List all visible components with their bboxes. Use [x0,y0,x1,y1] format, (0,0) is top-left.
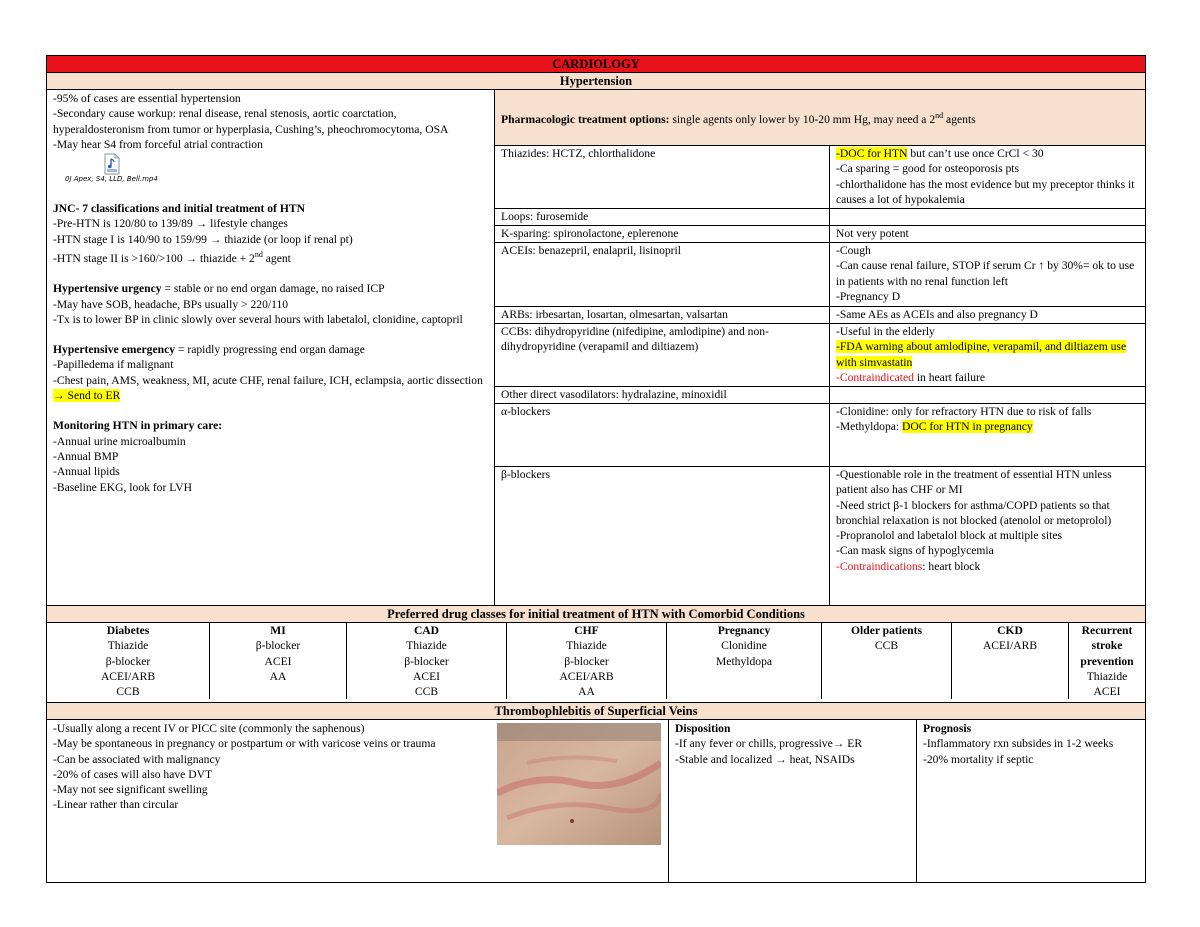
drug-notes: -Useful in the elderly -FDA warning about amlodipine, verapamil, and diltiazem use with simvastatin -Contraindicated in heart failure [836,325,1127,384]
intro-line: -May hear S4 from forceful atrial contraction [53,137,263,151]
emergency-definition: Hypertensive emergency = rapidly progressing end organ damage [53,343,365,357]
jnc-line: -HTN stage II is >160/>100 → thiazide + 2nd agent [53,250,291,265]
send-to-er-highlight: → Send to ER [53,389,121,403]
thrombophlebitis-photo-cell [495,720,669,882]
comorbid-table [47,623,1145,703]
thrombophlebitis-notes: -Usually along a recent IV or PICC site (commonly the saphenous) -May be spontaneous in pregnancy or postpartum or with varicose veins or trauma -Can be associated with malignancy -20% of cases will also have DVT -May not see significant swelling -Linear rather than circular [53,722,436,812]
drug-class: α-blockers [495,404,830,466]
drug-row-beta-blockers [495,467,1145,605]
monitoring-heading: Monitoring HTN in primary care: [53,419,223,433]
drug-row-ksparing [495,226,1145,243]
prognosis-cell: Prognosis -Inflammatory rxn subsides in 1-2 weeks -20% mortality if septic [923,722,1114,766]
cardiology-sheet [46,55,1146,883]
drug-class: ACEIs: benazepril, enalapril, lisinopril [495,243,830,306]
urgency-definition: Hypertensive urgency = stable or no end organ damage, no raised ICP [53,282,385,296]
drug-notes [830,387,1145,403]
drug-row-loops [495,209,1145,226]
page-title: CARDIOLOGY [47,56,1145,73]
drug-row-thiazides [495,146,1145,209]
drug-notes: -Cough -Can cause renal failure, STOP if serum Cr ↑ by 30%= ok to use in patients with no renal function left -Pregnancy D [836,244,1135,303]
urgency-line: -May have SOB, headache, BPs usually > 220/110 [53,297,289,311]
jnc-line: -HTN stage I is 140/90 to 159/99 → thiazide (or loop if renal pt) [53,232,353,246]
drug-class: Thiazides: HCTZ, chlorthalidone [495,146,830,208]
comorbid-column: Recurrent stroke prevention Thiazide ACEI [1080,624,1134,699]
drug-notes [830,209,1145,225]
drug-class: Loops: furosemide [495,209,830,225]
thrombophlebitis-section [47,720,1145,882]
comorbid-column: CKD ACEI/ARB [952,623,1069,699]
monitoring-line: -Annual BMP [53,449,119,463]
emergency-line: -Chest pain, AMS, weakness, MI, acute CHF, renal failure, ICH, eclampsia, aortic dissection [53,373,483,387]
hypertension-notes [47,90,495,605]
jnc-line: -Pre-HTN is 120/80 to 139/89 → lifestyle changes [53,217,288,231]
drug-row-aceis [495,243,1145,307]
drug-class: ARBs: irbesartan, losartan, olmesartan, valsartan [495,307,830,323]
pharmacologic-heading: Pharmacologic treatment options: single agents only lower by 10-20 mm Hg, may need a 2nd agents [495,90,1145,146]
drug-row-alpha-blockers [495,404,1145,467]
comorbid-column: CAD Thiazide β-blocker ACEI CCB [347,623,507,699]
comorbid-column: Pregnancy Clonidine Methyldopa [667,623,822,699]
monitoring-line: -Baseline EKG, look for LVH [53,480,192,494]
audio-file-icon [101,153,123,175]
drug-notes: -Clonidine: only for refractory HTN due to risk of falls -Methyldopa: DOC for HTN in pregnancy [836,405,1092,434]
drug-notes: Not very potent [836,227,909,240]
drug-notes: -DOC for HTN but can’t use once CrCl < 30 -Ca sparing = good for osteoporosis pts -chlorthalidone has the most evidence but my preceptor thinks it causes a lot of hypokalemia [836,147,1135,206]
attachment-label[interactable]: 0J Apex, S4, LLD, Bell.mp4 [65,175,158,184]
drug-class: K-sparing: spironolactone, eplerenone [495,226,830,242]
comorbid-column: Diabetes Thiazide β-blocker ACEI/ARB CCB [47,623,210,699]
hypertension-heading: Hypertension [47,73,1145,90]
drug-row-arbs [495,307,1145,324]
audio-attachment[interactable] [65,153,488,184]
thrombophlebitis-photo [497,723,661,845]
comorbid-heading: Preferred drug classes for initial treatment of HTN with Comorbid Conditions [47,606,1145,623]
drug-notes: -Questionable role in the treatment of essential HTN unless patient also has CHF or MI -Need strict β-1 blockers for asthma/COPD patients so that bronchial relaxation is not blocked (atenolol or metoprolol) -Propranolol and labetalol block at multiple sites -Can mask signs of hypoglycemia -Contraindications: heart block [836,468,1112,573]
pharmacologic-table [495,90,1145,605]
drug-class: β-blockers [495,467,830,605]
emergency-line: -Papilledema if malignant [53,358,174,372]
urgency-line: -Tx is to lower BP in clinic slowly over several hours with labetalol, clonidine, captopril [53,312,463,326]
monitoring-line: -Annual lipids [53,465,120,479]
drug-notes: -Same AEs as ACEIs and also pregnancy D [836,308,1038,321]
comorbid-column: CHF Thiazide β-blocker ACEI/ARB AA [507,623,667,699]
drug-row-ccbs [495,324,1145,387]
disposition-cell: Disposition -If any fever or chills, progressive→ ER -Stable and localized → heat, NSAIDs [669,720,917,882]
drug-class: Other direct vasodilators: hydralazine, minoxidil [495,387,830,403]
jnc-heading: JNC- 7 classifications and initial treatment of HTN [53,202,305,216]
hypertension-section [47,90,1145,606]
drug-row-vasodilators [495,387,1145,404]
intro-line: -Secondary cause workup: renal disease, renal stenosis, aortic coarctation, hyperaldosteronism from tumor or hyperplasia, Cushing’s, pheochromocytoma, OSA [53,107,449,136]
drug-class: CCBs: dihydropyridine (nifedipine, amlodipine) and non-dihydropyridine (verapamil and diltiazem) [495,324,830,386]
comorbid-column: Older patients CCB [822,623,952,699]
thrombophlebitis-heading: Thrombophlebitis of Superficial Veins [47,703,1145,720]
intro-line: -95% of cases are essential hypertension [53,92,241,105]
comorbid-column: MI β-blocker ACEI AA [210,623,347,699]
monitoring-line: -Annual urine microalbumin [53,434,186,448]
